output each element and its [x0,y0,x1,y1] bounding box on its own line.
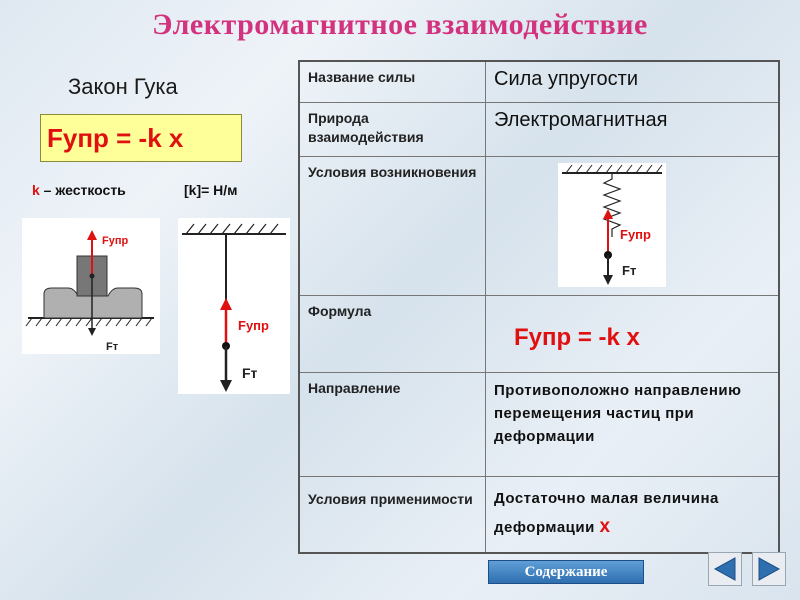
stiffness-caption [32,182,126,198]
row-value-applicability [486,477,778,552]
row-value-nature: Электромагнитная [494,109,668,131]
page-title: Электромагнитное взаимодействие [152,8,648,41]
spring-elastic-force-label: Fупр [620,227,651,242]
fig1-elastic-force-label: Fупр [102,235,129,247]
table-row [300,157,778,296]
spring-gravity-label: Fт [622,263,637,278]
row-value-direction: Противоположно направлению перемещения частиц при деформации [494,382,742,445]
fig2-elastic-force-label: Fупр [238,318,269,333]
table-row [300,477,778,552]
row-label-formula: Формула [300,296,486,372]
spring-diagram [558,163,666,287]
applicability-text: Достаточно малая величина деформации [494,490,719,536]
stiffness-unit: [k]= Н/м [184,182,238,198]
row-value-conditions [486,157,778,295]
hanging-load-diagram [178,218,290,394]
table-row [300,373,778,477]
table-row [300,103,778,157]
row-label-nature: Природа взаимодействия [300,103,486,156]
table-row [300,296,778,373]
left-arrow-icon [709,553,741,585]
force-properties-table [298,60,780,554]
stiffness-text: – жесткость [39,182,126,198]
row-value-formula [486,296,778,372]
table-formula: Fупр = -k x [514,324,640,351]
spring-figure [558,163,666,287]
law-title: Закон Гука [68,74,178,99]
table-row [300,62,778,103]
row-label-applicability: Условия применимости [300,477,486,552]
row-value-force-name: Сила упругости [494,68,639,90]
fig1-gravity-label: Fт [106,341,119,353]
hooke-formula-box: Fупр = -k x [40,114,242,162]
prev-slide-button[interactable] [708,552,742,586]
fig2-gravity-label: Fт [242,365,258,381]
stiffness-symbol: k [32,182,40,198]
contents-button[interactable]: Содержание [488,560,644,584]
block-surface-diagram [22,218,160,354]
block-on-surface-figure [22,218,160,354]
row-label-force-name: Название силы [300,62,486,102]
row-label-conditions: Условия возникновения [300,157,486,295]
applicability-x: x [599,516,611,537]
row-label-direction: Направление [300,373,486,476]
hanging-load-figure [178,218,290,394]
right-arrow-icon [753,553,785,585]
next-slide-button[interactable] [752,552,786,586]
